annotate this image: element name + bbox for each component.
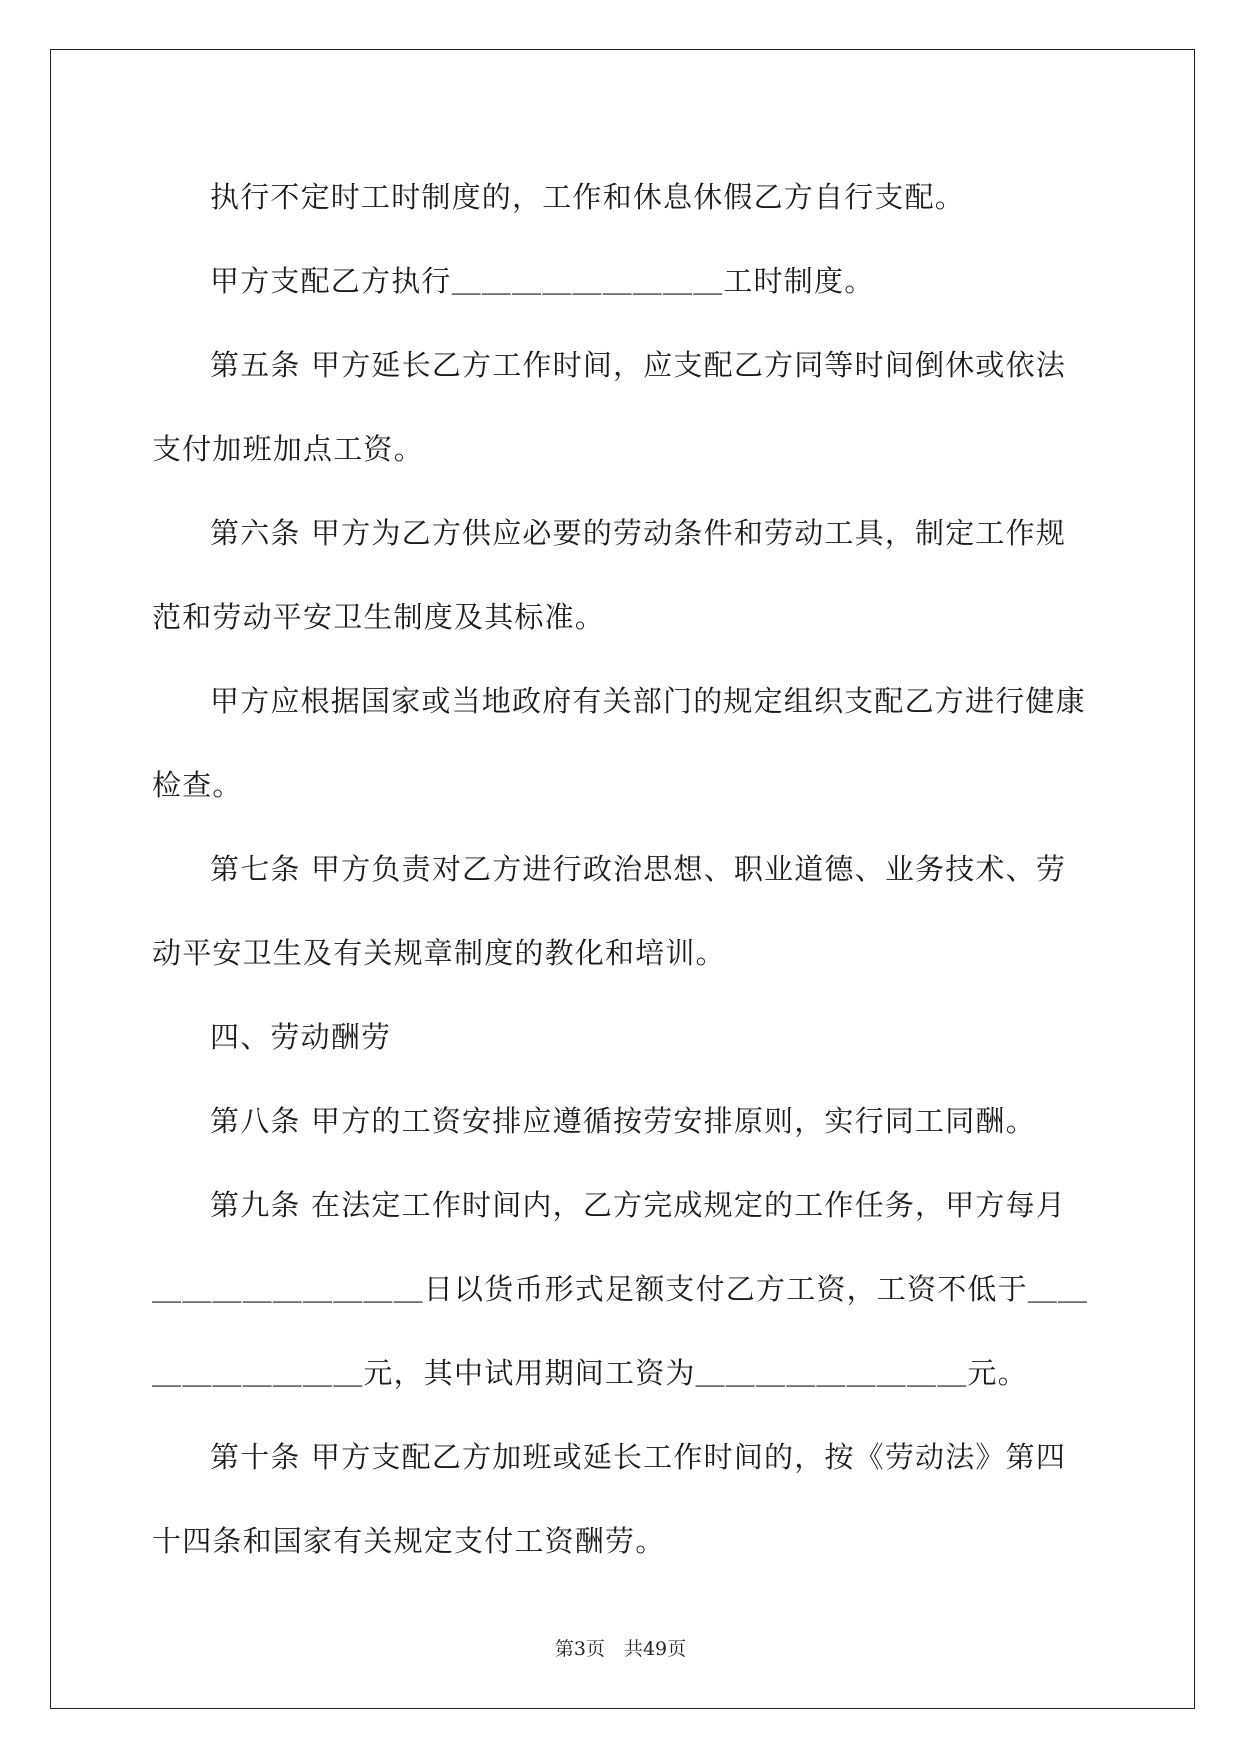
paragraph: 第九条 在法定工作时间内，乙方完成规定的工作任务，甲方每月＿＿＿＿＿＿＿＿＿日以货币形式足额支付乙方工资，工资不低于＿＿＿＿＿＿＿＿＿元，其中试用期间工资为＿＿＿＿＿＿＿＿＿元。 — [152, 1188, 1089, 1390]
section-heading: 四、劳动酬劳 — [210, 1020, 392, 1054]
paragraph: 第六条 甲方为乙方供应必要的劳动条件和劳动工具，制定工作规范和劳动平安卫生制度及其标准。 — [152, 516, 1067, 634]
paragraph: 第十条 甲方支配乙方加班或延长工作时间的，按《劳动法》第四十四条和国家有关规定支付工资酬劳。 — [152, 1440, 1067, 1558]
paragraph: 第五条 甲方延长乙方工作时间，应支配乙方同等时间倒休或依法支付加班加点工资。 — [152, 348, 1067, 466]
paragraph: 甲方应根据国家或当地政府有关部门的规定组织支配乙方进行健康检查。 — [152, 684, 1086, 802]
page-number-footer: 第3页 共49页 — [554, 1638, 687, 1660]
paragraph: 甲方支配乙方执行＿＿＿＿＿＿＿＿＿工时制度。 — [210, 264, 875, 298]
paragraph: 第七条 甲方负责对乙方进行政治思想、职业道德、业务技术、劳动平安卫生及有关规章制度的教化和培训。 — [152, 852, 1067, 970]
paragraph: 执行不定时工时制度的，工作和休息休假乙方自行支配。 — [210, 180, 966, 214]
document-body — [152, 155, 1092, 1583]
paragraph: 第八条 甲方的工资安排应遵循按劳安排原则，实行同工同酬。 — [210, 1104, 1036, 1138]
